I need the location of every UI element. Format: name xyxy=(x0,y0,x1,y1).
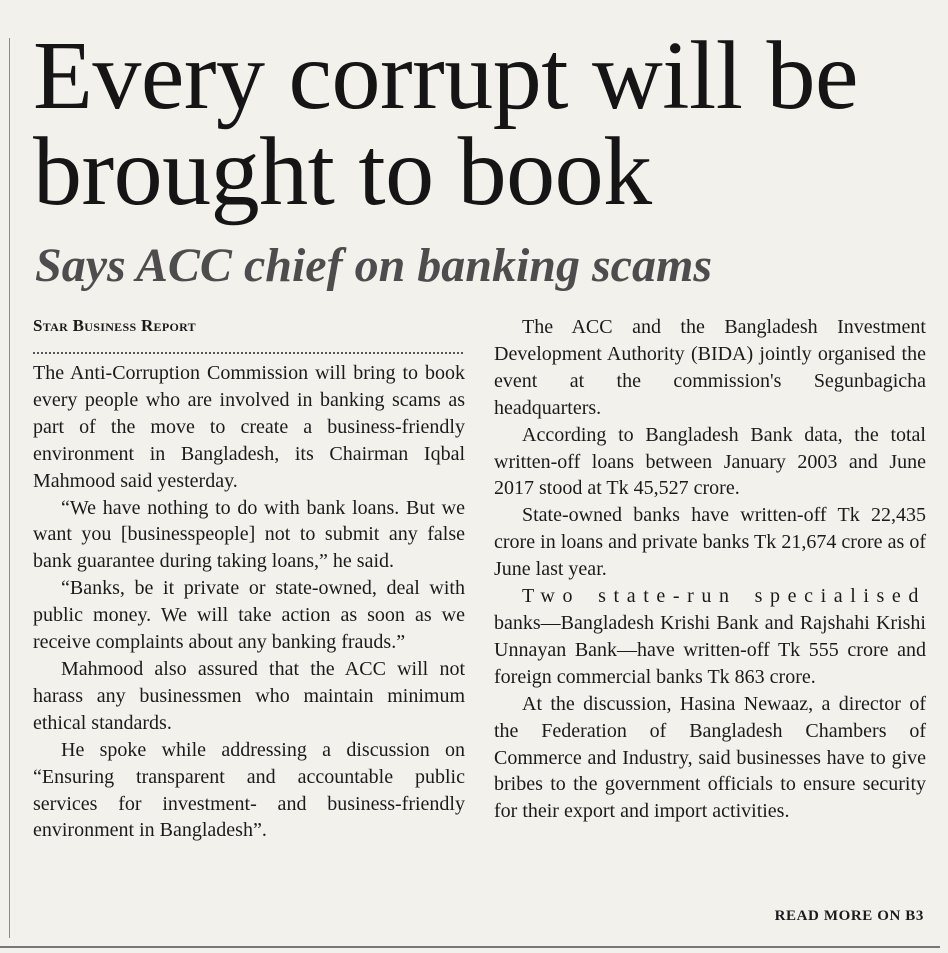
paragraph-3: “Banks, be it private or state-owned, deal with public money. We will take action as soon as we receive complaints about any banking frauds.” xyxy=(33,577,465,654)
paragraph-9 xyxy=(494,583,926,691)
headline-line-1: Every corrupt will be xyxy=(33,22,858,130)
byline: Star Business Report xyxy=(33,316,196,335)
spaced-line: Two state-run specialised xyxy=(522,585,926,608)
bottom-rule xyxy=(0,946,940,948)
paragraph-9-rest: banks—Bangladesh Krishi Bank and Rajshahi Krishi Unnayan Bank—have written-off Tk 555 crore and foreign commercial banks Tk 863 crore. xyxy=(494,611,926,688)
paragraph-2: “We have nothing to do with bank loans. But we want you [businesspeople] not to submit any false bank guarantee during taking loans,” he said. xyxy=(33,496,465,573)
paragraph-5: He spoke while addressing a discussion on “Ensuring transparent and accountable public services for investment- and business-friendly environment in Bangladesh”. xyxy=(33,738,465,842)
subheadline: Says ACC chief on banking scams xyxy=(35,239,712,292)
left-column-rule xyxy=(9,38,10,938)
paragraph-6: The ACC and the Bangladesh Investment Development Authority (BIDA) jointly organised the event at the commission's Segunbagicha headquarters. xyxy=(494,316,926,419)
dotted-divider xyxy=(33,352,463,354)
headline xyxy=(33,22,933,226)
paragraph-10: At the discussion, Hasina Newaaz, a director of the Federation of Bangladesh Chambers of Commerce and Industry, said businesses have to give bribes to the government officials to ensure security for their export and import activities. xyxy=(494,692,926,823)
paragraph-8: State-owned banks have written-off Tk 22,435 crore in loans and private banks Tk 21,674 crore as of June last year. xyxy=(494,504,926,581)
paragraph-1: The Anti-Corruption Commission will bring to book every people who are involved in banking scams as part of the move to create a business-friendly environment in Bangladesh, its Chairman Iqbal Mahmood said yesterday. xyxy=(33,362,465,492)
read-more-link[interactable]: READ MORE ON B3 xyxy=(774,908,924,924)
headline-line-2: brought to book xyxy=(33,118,652,226)
left-column xyxy=(33,314,465,844)
paragraph-7: According to Bangladesh Bank data, the total written-off loans between January 2003 and June 2017 stood at Tk 45,527 crore. xyxy=(494,423,926,500)
paragraph-4: Mahmood also assured that the ACC will not harass any businessmen who maintain minimum ethical standards. xyxy=(33,657,465,734)
right-column xyxy=(494,314,926,825)
